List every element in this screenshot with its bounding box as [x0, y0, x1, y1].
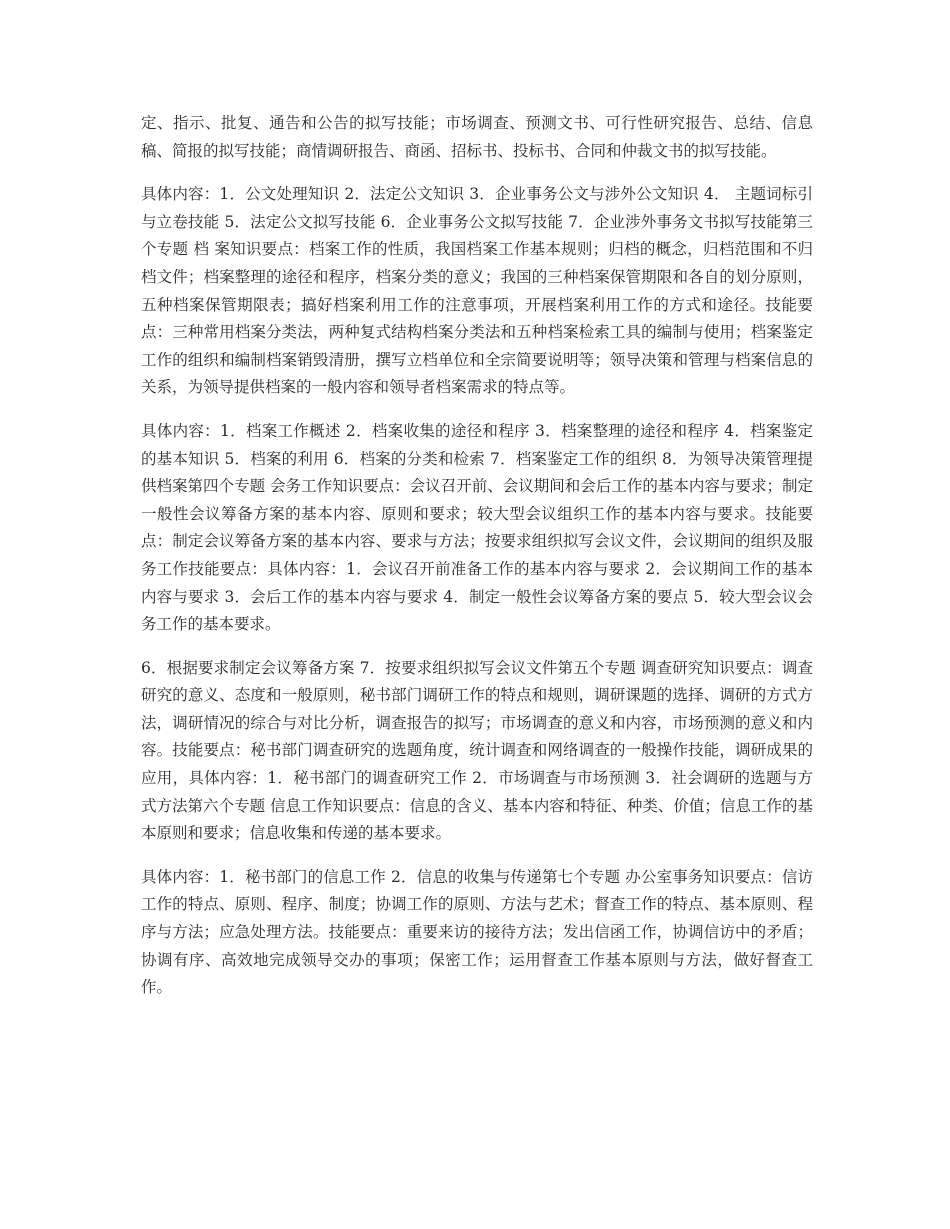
paragraph-1: 定、指示、批复、通告和公告的拟写技能；市场调查、预测文书、可行性研究报告、总结、信息稿、简报的拟写技能；商情调研报告、商函、招标书、投标书、合同和仲裁文书的拟写技能。	[141, 114, 813, 160]
document-body	[141, 110, 813, 1018]
paragraph-5: 具体内容：1．秘书部门的信息工作 2．信息的收集与传递第七个专题 办公室事务知识要点：信访工作的特点、原则、程序、制度；协调工作的原则、方法与艺术；督查工作的特点、基本原则、程序与方法；应急处理方法。技能要点：重要来访的接待方法；发出信函工作，协调信访中的矛盾；协调有序、高效地完成领导交办的事项；保密工作；运用督查工作基本原则与方法，做好督查工作。	[141, 867, 813, 997]
paragraph-4: 6．根据要求制定会议筹备方案 7．按要求组织拟写会议文件第五个专题 调查研究知识要点：调查研究的意义、态度和一般原则，秘书部门调研工作的特点和规则，调研课题的选择、调研的方式方法，调研情况的综合与对比分析，调查报告的拟写；市场调查的意义和内容，市场预测的意义和内容。技能要点：秘书部门调查研究的选题角度，统计调查和网络调查的一般操作技能，调研成果的应用，具体内容：1．秘书部门的调查研究工作 2．市场调查与市场预测 3．社会调研的选题与方式方法第六个专题 信息工作知识要点：信息的含义、基本内容和特征、种类、价值；信息工作的基本原则和要求；信息收集和传递的基本要求。	[141, 658, 813, 843]
paragraph-2: 具体内容：1．公文处理知识 2．法定公文知识 3．企业事务公文与涉外公文知识 4． 主题词标引与立卷技能 5．法定公文拟写技能 6．企业事务公文拟写技能 7．企业涉外事务文书拟写技能第三个专题 档 案知识要点：档案工作的性质，我国档案工作基本规则；归档的概念，归档范围和不归档文件；档案整理的途径和程序，档案分类的意义；我国的三种档案保管期限和各自的划分原则，五种档案保管期限表；搞好档案利用工作的注意事项，开展档案利用工作的方式和途径。技能要点：三种常用档案分类法，两种复式结构档案分类法和五种档案检索工具的编制与使用；档案鉴定工作的组织和编制档案销毁清册，撰写立档单位和全宗简要说明等；领导决策和管理与档案信息的关系，为领导提供档案的一般内容和领导者档案需求的特点等。	[141, 185, 813, 397]
paragraph-3: 具体内容：1．档案工作概述 2．档案收集的途径和程序 3．档案整理的途径和程序 4．档案鉴定的基本知识 5．档案的利用 6．档案的分类和检索 7．档案鉴定工作的组织 8．为领导决策管理提供档案第四个专题 会务工作知识要点：会议召开前、会议期间和会后工作的基本内容与要求；制定一般性会议筹备方案的基本内容、原则和要求；较大型会议组织工作的基本内容与要求。技能要点：制定会议筹备方案的基本内容、要求与方法；按要求组织拟写会议文件，会议期间的组织及服务工作技能要点：具体内容：1．会议召开前准备工作的基本内容与要求 2．会议期间工作的基本内容与要求 3．会后工作的基本内容与要求 4．制定一般性会议筹备方案的要点 5．较大型会议会务工作的基本要求。	[141, 421, 813, 634]
